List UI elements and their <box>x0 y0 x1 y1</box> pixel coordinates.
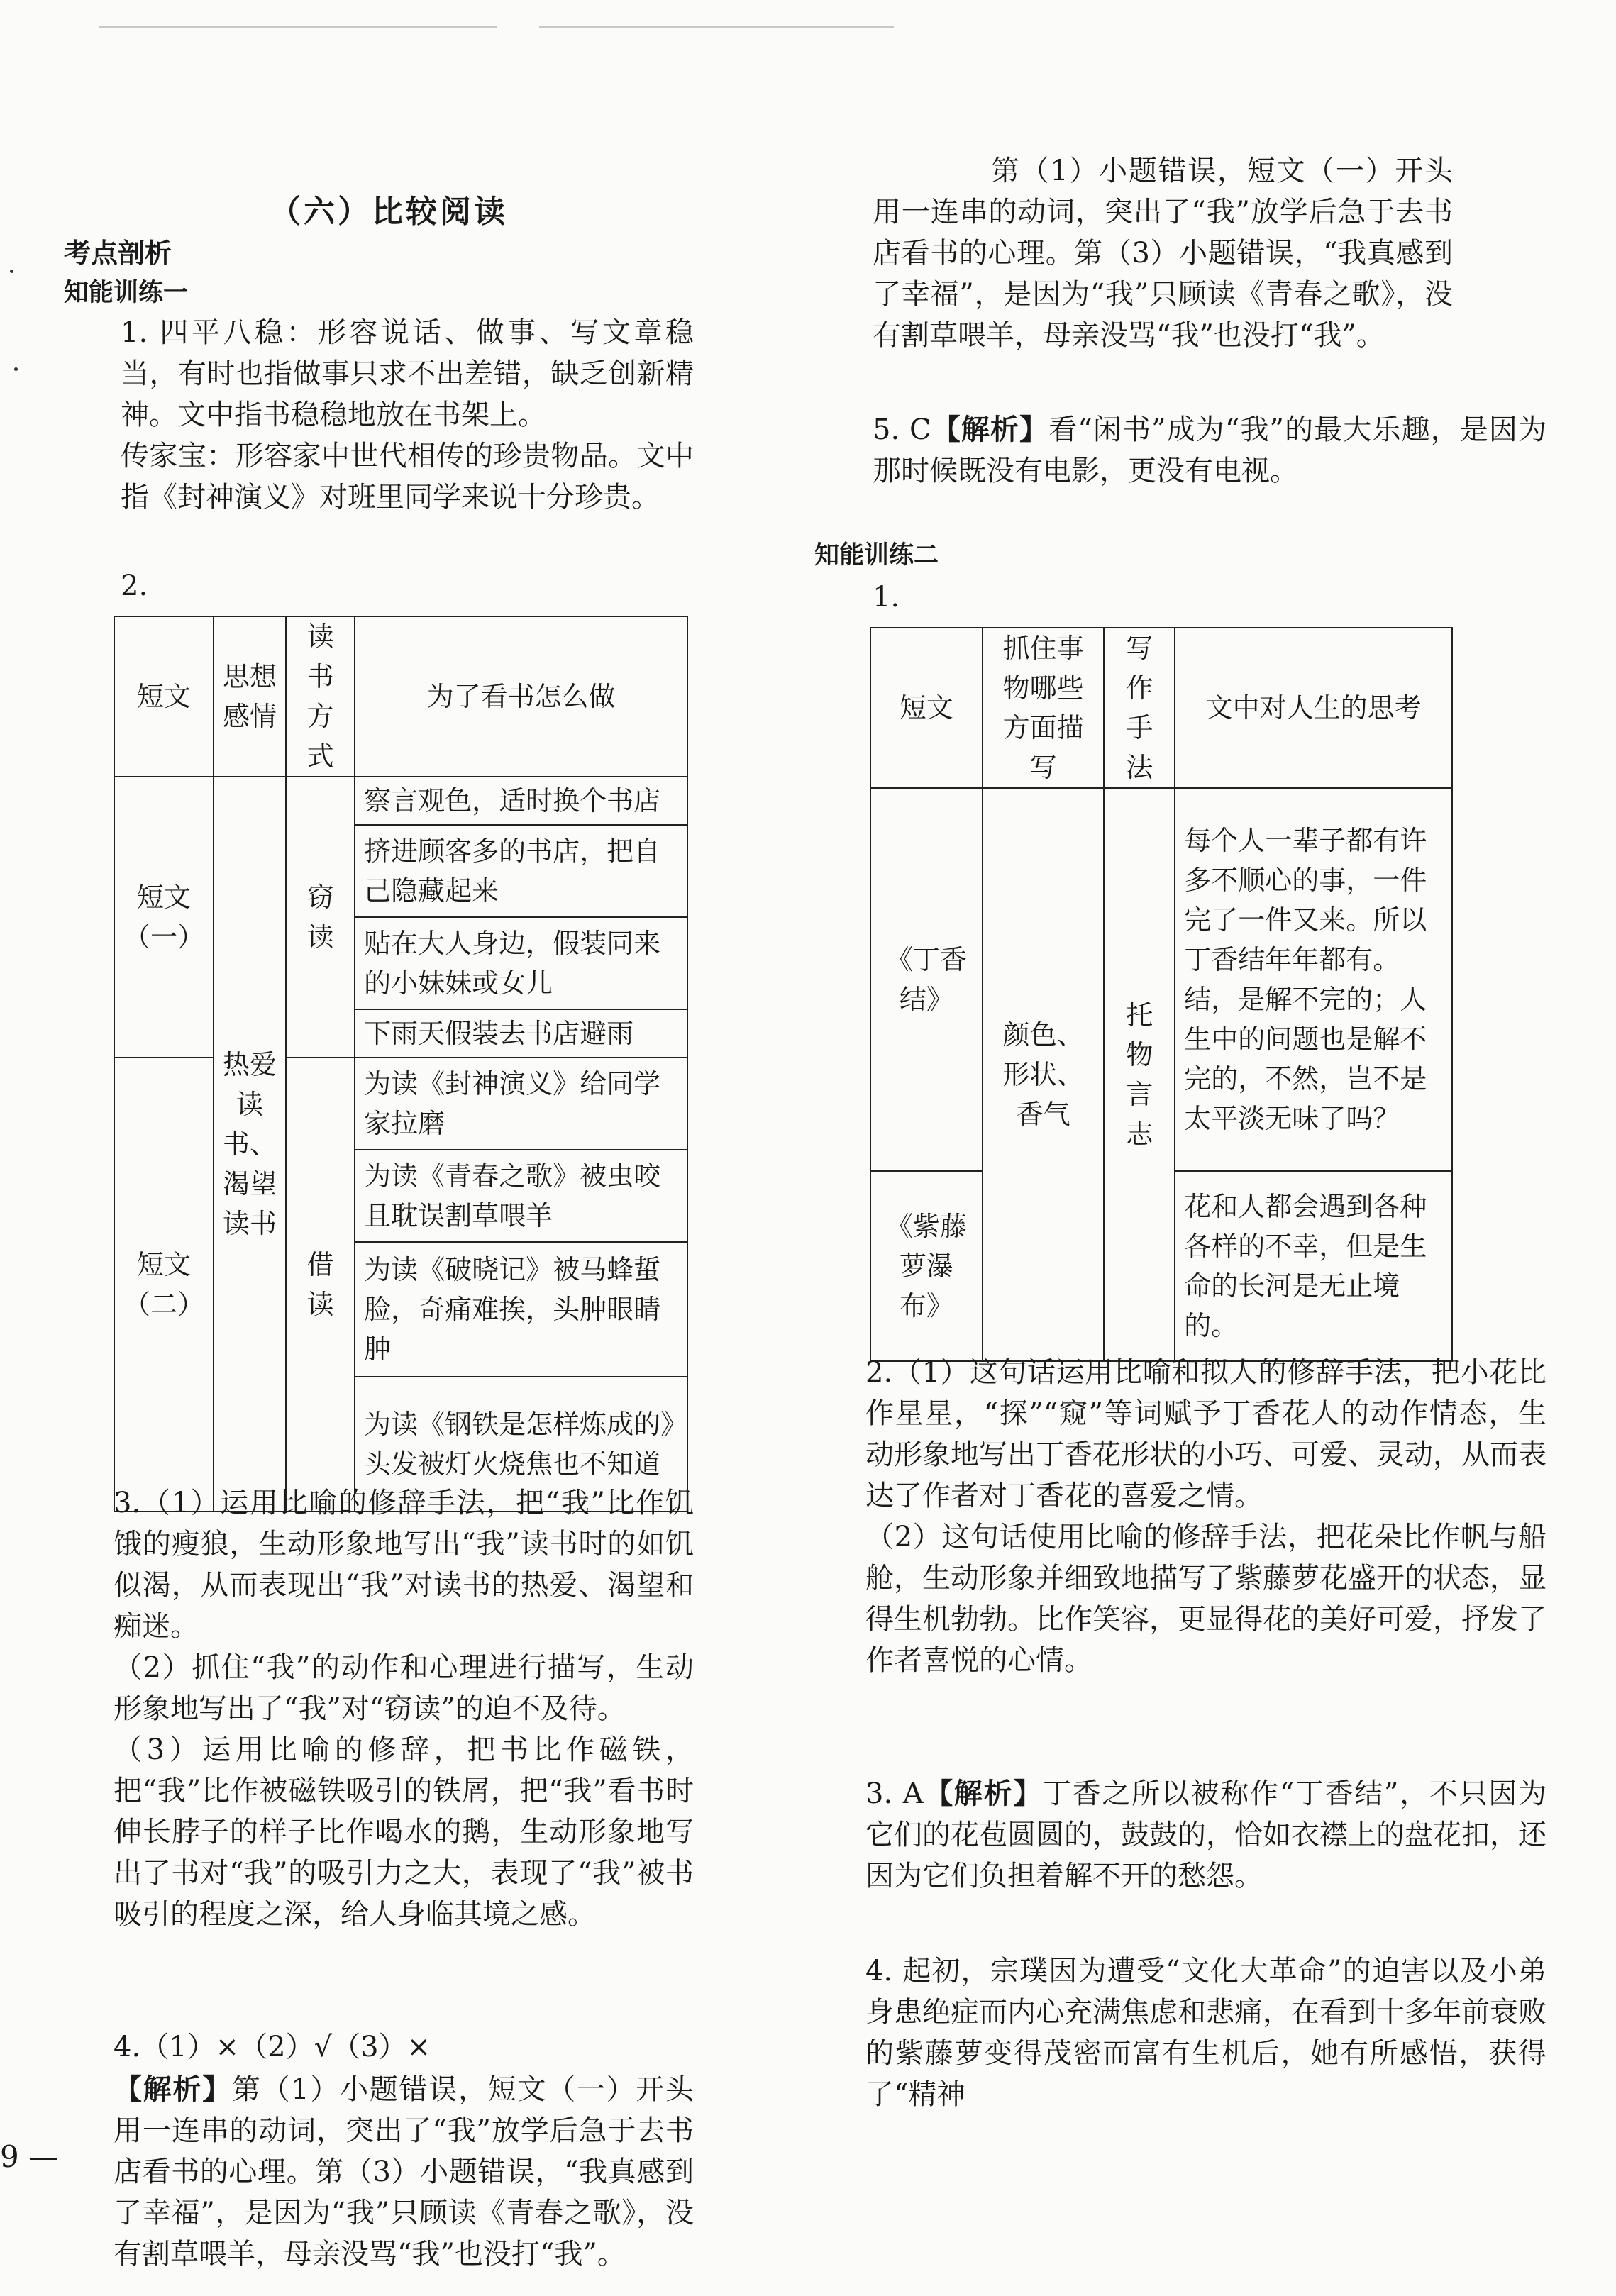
q3-para: （2）抓住“我”的动作和心理进行描写，生动形象地写出了“我”对“窃读”的迫不及待。 <box>114 1651 694 1725</box>
thought-two-cell: 花和人都会遇到各种各样的不幸，但是生命的长河是无止境的。 <box>1175 1171 1452 1361</box>
method-one-cell: 窃读 <box>286 777 355 1058</box>
q5-answer <box>873 409 1546 492</box>
technique-cell: 托物言志 <box>1104 788 1175 1361</box>
t2-q3-answer <box>865 1773 1546 1897</box>
action-cell: 挤进顾客多的书店，把自己隐藏起来 <box>355 825 687 917</box>
q4-analysis-continued <box>873 155 1546 397</box>
action-cell: 为读《青春之歌》被虫咬且耽误割草喂羊 <box>355 1150 687 1242</box>
t2-q2-para: （2）这句话使用比喻的修辞手法，把花朵比作帆与船舱，生动形象并细致地描写了紫藤萝花盛开的状态，显得生机勃勃。比作笑容，更显得花的美好可爱，抒发了作者喜悦的心情。 <box>865 1521 1546 1677</box>
table-header: 为了看书怎么做 <box>355 616 687 777</box>
t2-q4-answer: 4. 起初，宗璞因为遭受“文化大革命”的迫害以及小弟身患绝症而内心充满焦虑和悲痛，在看到十多年前衰败的紫藤萝变得茂密而富有生机后，她有所感悟，获得了“精神 <box>865 1955 1546 2111</box>
text-one-cell: 短文（一） <box>114 777 214 1058</box>
q3-para: （3）运用比喻的修辞，把书比作磁铁，把“我”比作被磁铁吸引的铁屑，把“我”看书时伸长脖子的样子比作喝水的鹅，生动形象地写出了书对“我”的吸引力之大，表现了“我”被书吸引的程度之深，给人身临其境之感。 <box>114 1734 694 1931</box>
header-rule-right <box>539 26 894 28</box>
q4-analysis-start <box>114 2069 694 2270</box>
q1-para: 1. 四平八稳：形容说话、做事、写文章稳当，有时也指做事只求不出差错，缺乏创新精神。文中指书稳稳地放在书架上。 <box>121 316 694 431</box>
t2-q1-label: 1. <box>873 581 900 614</box>
reading-comparison-table <box>114 616 688 1512</box>
t2-q3-analysis-text: 丁香之所以被称作“丁香结”，不只因为它们的花苞圆圆的，鼓鼓的，恰如衣襟上的盘花扣，还因为它们负担着解不开的愁怨。 <box>865 1778 1547 1892</box>
table-header: 读书方式 <box>286 616 355 777</box>
table-header: 文中对人生的思考 <box>1175 628 1452 788</box>
feeling-cell: 热爱读书、渴望读书 <box>214 777 286 1512</box>
page-title: （六）比较阅读 <box>270 194 508 230</box>
action-cell: 察言观色，适时换个书店 <box>355 777 687 825</box>
q5-head: 5. C <box>873 414 931 446</box>
table-header: 抓住事物哪些方面描写 <box>983 628 1105 788</box>
action-cell: 贴在大人身边，假装同来的小妹妹或女儿 <box>355 917 687 1009</box>
t2-q3-head: 3. A <box>865 1778 924 1810</box>
q3-para: 3.（1）运用比喻的修辞手法，把“我”比作饥饿的瘦狼，生动形象地写出“我”读书时的如饥似渴，从而表现出“我”对读书的热爱、渴望和痴迷。 <box>114 1487 694 1643</box>
margin-dot <box>10 270 13 273</box>
table-header: 短文 <box>114 616 214 777</box>
q4-answer: 4.（1）×（2）√（3）× <box>114 2031 431 2063</box>
header-rule-left <box>99 26 497 28</box>
training-two-heading: 知能训练二 <box>814 541 939 570</box>
action-cell: 为读《钢铁是怎样炼成的》头发被灯火烧焦也不知道 <box>355 1377 687 1512</box>
section-heading: 考点剖析 <box>64 238 172 269</box>
q1-answer <box>121 312 694 518</box>
training-one-heading: 知能训练一 <box>64 279 189 307</box>
essay-two-cell: 《紫藤萝瀑布》 <box>870 1171 983 1361</box>
analysis-tag: 【解析】 <box>114 2073 232 2106</box>
q1-para: 传家宝：形容家中世代相传的珍贵物品。文中指《封神演义》对班里同学来说十分珍贵。 <box>121 440 694 514</box>
method-two-cell: 借读 <box>286 1058 355 1512</box>
q4-analysis-text: 第（1）小题错误，短文（一）开头用一连串的动词，突出了“我”放学后急于去书店看书的心理。第（3）小题错误，“我真感到了幸福”，是因为“我”只顾读《青春之歌》，没有割草喂羊，母亲没骂“我”也没打“我”。 <box>114 2073 694 2270</box>
t2-q2-para: 2.（1）这句话运用比喻和拟人的修辞手法，把小花比作星星，“探”“窥”等词赋予丁香花人的动作情态，生动形象地写出丁香花形状的小巧、可爱、灵动，从而表达了作者对丁香花的喜爱之情。 <box>865 1356 1546 1512</box>
table-header: 写作手法 <box>1104 628 1175 788</box>
thought-one-cell: 每个人一辈子都有许多不顺心的事，一件完了一件又来。所以丁香结年年都有。结，是解不完的；人生中的问题也是解不完的，不然，岂不是太平淡无味了吗？ <box>1175 788 1452 1171</box>
action-cell: 下雨天假装去书店避雨 <box>355 1009 687 1058</box>
table-header: 思想感情 <box>214 616 286 777</box>
q5-analysis-text: 看“闲书”成为“我”的最大乐趣，是因为那时候既没有电影，更没有电视。 <box>873 414 1547 487</box>
t2-q2-answer <box>865 1352 1546 1681</box>
margin-dot <box>14 367 18 371</box>
q3-answer <box>114 1482 694 1935</box>
q2-label: 2. <box>121 570 148 602</box>
analysis-tag: 【解析】 <box>931 413 1049 446</box>
flower-essay-table <box>870 627 1453 1362</box>
table-header: 短文 <box>870 628 983 788</box>
action-cell: 为读《破晓记》被马蜂蜇脸，奇痛难挨，头肿眼睛肿 <box>355 1242 687 1377</box>
text-two-cell: 短文（二） <box>114 1058 214 1512</box>
q4-analysis-text-continued: 第（1）小题错误，短文（一）开头用一连串的动词，突出了“我”放学后急于去书店看书的心理。第（3）小题错误，“我真感到了幸福”，是因为“我”只顾读《青春之歌》，没有割草喂羊，母亲没骂“我”也没打“我”。 <box>873 155 1454 352</box>
action-cell: 为读《封神演义》给同学家拉磨 <box>355 1058 687 1150</box>
analysis-tag: 【解析】 <box>923 1777 1044 1810</box>
page-number: 9 — <box>0 2139 59 2174</box>
essay-one-cell: 《丁香结》 <box>870 788 983 1171</box>
aspects-cell: 颜色、形状、香气 <box>983 788 1105 1361</box>
